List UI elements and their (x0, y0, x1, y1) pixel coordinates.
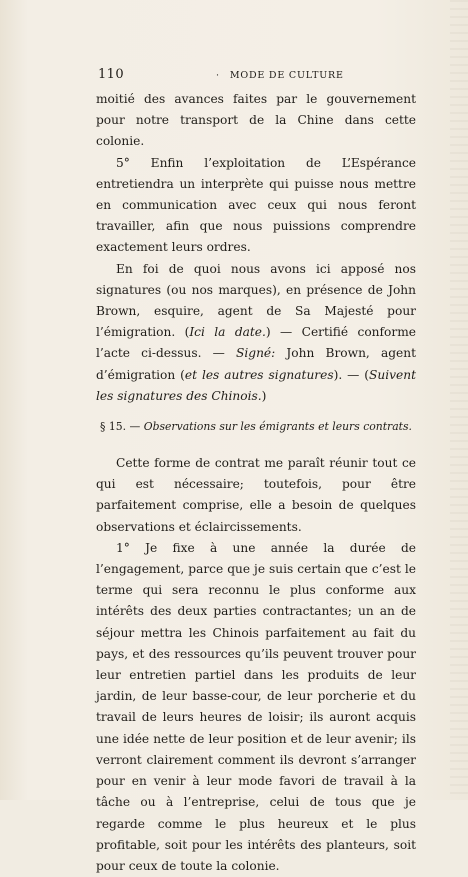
running-title (216, 70, 344, 81)
running-title-text: MODE DE CULTURE (229, 70, 344, 81)
section-heading: Observations sur les émigrants et leurs contrats. (143, 420, 412, 434)
page-header (96, 67, 416, 85)
paragraph-item-1: 1° Je fixe à une année la durée de l’engagement, parce que je suis certain que c’est le terme qui sera reconnu le plus conforme aux intérêts des deux parties contractantes; un an de séjour mettra les Chinois parfaitement au fait du pays, et des ressources qu’ils peuvent trouver pour leur entretien partiel dans les produits de leur jardin, de leur basse-cour, de leur porcherie et du travail de leurs heures de loisir; ils auront acquis une idée nette de leur position et de leur avenir; ils verront clairement comment ils devront s’arranger pour en venir à leur mode favori de travail à la tâche ou à l’entreprise, celui de tous que je regarde comme le plus heureux et le plus profitable, soit pour les intérêts des planteurs, soit pour ceux de toute la colonie. (96, 540, 416, 873)
section-title (96, 419, 416, 435)
page-margin-shadow (450, 0, 468, 800)
signatures-text-5: ) (261, 388, 267, 403)
signatures-italic-date: Ici la date. (189, 325, 266, 340)
page-number: 110 (98, 67, 125, 82)
section-dash: — (126, 420, 144, 434)
paragraph-contract-form: Cette forme de contrat me paraît réunir tout ce qui est nécessaire; toutefois, pour être parfaitement comprise, elle a besoin de quelques observations et éclaircissements. (96, 456, 416, 534)
paragraph-item-5: 5° Enfin l’exploitation de L’Espérance entretiendra un interprète qui puisse nous mettre en communication avec ceux qui nous feront travailler, afin que nous puissions comprendre exactement leurs ordres. (96, 155, 416, 255)
signatures-italic-signe: Signé: (236, 346, 276, 361)
section-number: § 15. (100, 420, 127, 434)
paragraph-continuation: moitié des avances faites par le gouvernement pour notre transport de la Chine dans cette colonie. (96, 92, 416, 149)
signatures-text-3: John Brown, agent d’émigration ( (96, 346, 416, 382)
signatures-text-1: En foi de quoi nous avons ici apposé nos signatures (ou nos marques), en présence de John Brown, esquire, agent de Sa Majesté pour l’émigration. ( (96, 261, 416, 340)
signatures-text-4: ). — ( (333, 367, 370, 382)
header-dot: · (216, 70, 220, 81)
signatures-italic-chinese: Suivent les signatures des Chinois. (96, 367, 416, 403)
signatures-italic-others: et les autres signatures (184, 367, 334, 382)
page-content (96, 89, 416, 877)
signatures-text-2: ) — Certifié conforme l’acte ci-dessus. — (96, 325, 416, 361)
paragraph-signatures (96, 259, 416, 407)
